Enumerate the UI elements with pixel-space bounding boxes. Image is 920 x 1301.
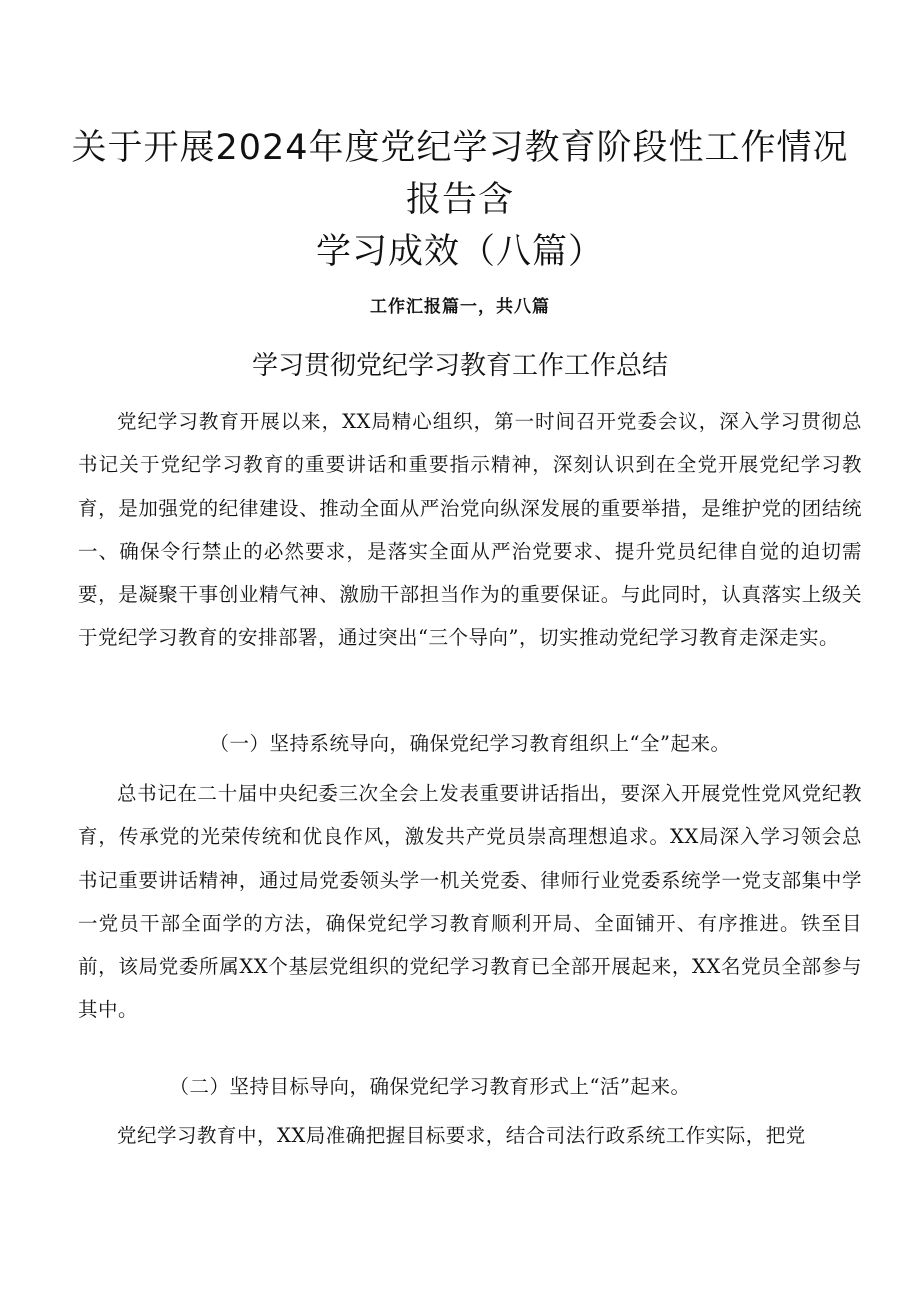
- body-paragraph-1: 党纪学习教育开展以来，XX局精心组织，第一时间召开党委会议，深入学习贯彻总书记关于党纪学习教育的重要讲话和重要指示精神，深刻认识到在全党开展党纪学习教育，是加强党的纪律建设、推动全面从严治党向纵深发展的重要举措，是维护党的团结统一、确保令行禁止的必然要求，是落实全面从严治党要求、提升党员纪律自觉的迫切需要，是凝聚干事创业精气神、激励干部担当作为的重要保证。与此同时，认真落实上级关于党纪学习教育的安排部署，通过突出“三个导向”，切实推动党纪学习教育走深走实。: [78, 410, 862, 650]
- subsection-heading-1: （一）坚持系统导向，确保党纪学习教育组织上“全”起来。: [209, 732, 731, 755]
- subsection-heading-2: （二）坚持目标导向，确保党纪学习教育形式上“活”起来。: [169, 1075, 691, 1098]
- body-paragraph-3: 党纪学习教育中，XX局准确把握目标要求，结合司法行政系统工作实际，把党: [117, 1124, 806, 1147]
- document-title-line-2: 学习成效（八篇）: [315, 232, 604, 272]
- body-paragraph-2: 总书记在二十届中央纪委三次全会上发表重要讲话指出，要深入开展党性党风党纪教育，传承党的光荣传统和优良作风，激发共产党员崇高理想追求。XX局深入学习领会总书记重要讲话精神，通过局党委领头学一机关党委、律师行业党委系统学一党支部集中学一党员干部全面学的方法，确保党纪学习教育顺利开局、全面铺开、有序推进。铁至目前，该局党委所属XX个基层党组织的党纪学习教育已全部开展起来，XX名党员全部参与其中。: [78, 782, 862, 1022]
- document-title: [60, 122, 860, 278]
- report-subheading: 工作汇报篇一，共八篇: [370, 297, 550, 317]
- section-title: 学习贯彻党纪学习教育工作工作总结: [251, 351, 668, 381]
- document-title-line-1: 关于开展2024年度党纪学习教育阶段性工作情况报告含: [71, 128, 849, 220]
